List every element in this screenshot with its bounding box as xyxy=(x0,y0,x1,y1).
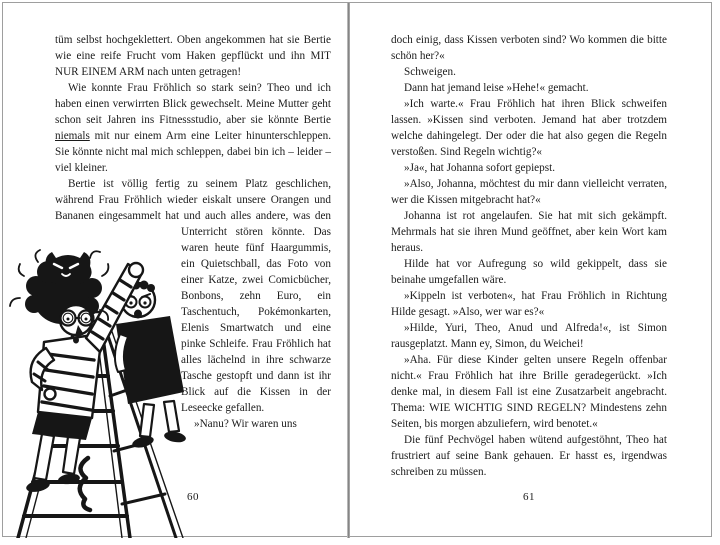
page-number-left: 60 xyxy=(187,491,199,503)
paragraph-segment: Unterricht stören könnte. Das waren heute fünf Haargummis, ein Quietschball, das Foto von einer Katze, zwei Comicbücher, Bonbons, zehn Euro, ein Taschentuch, Pokémonkarten, Elenis Smartwatch und eine pinke Schleife. Frau Fröhlich hat alles lächelnd in ihre schwarze Tasche gestopft und dann ist ihr Blick auf die Kissen in der Leseecke gefallen. xyxy=(181,226,331,414)
paragraph: »Ich warte.« Frau Fröhlich hat ihren Blick schweifen lassen. »Kissen sind verboten. Jemand hat aber trotzdem welche dahingelegt. Der oder die hat also gegen die Regeln verstoßen. Sind Regeln wichtig?« xyxy=(391,98,667,158)
right-page-text xyxy=(391,32,667,480)
paragraph: »Ja«, hat Johanna sofort gepiepst. xyxy=(404,162,555,174)
paragraph: »Aha. Für diese Kinder gelten unsere Regeln offenbar nicht.« Frau Fröhlich hat ihre Brille geradegerückt. »Ich denke mal, in diesem Fall ist eine Zusatzarbeit angebracht. Thema: WIE WICHTIG SIND REGELN? Mindestens zehn Seiten, bis morgen abzuliefern, wird benotet.« xyxy=(391,354,667,430)
paragraph-continuation: doch einig, dass Kissen verboten sind? Wo kommen die bitte schön her?« xyxy=(391,34,667,62)
paragraph: Die fünf Pechvögel haben wütend aufgestöhnt, Theo hat frustriert auf seine Bank gehauen. Er hasst es, irgendwas schreiben zu müssen. xyxy=(391,434,667,478)
underlined-word: niemals xyxy=(55,130,90,142)
paragraph-segment: Wie konnte Frau Fröhlich so stark sein? Theo und ich haben einen verwirrten Blick gewechselt. Meine Mutter geht schon seit Jahren ins Fitnessstudio, aber sie könnte Bertie xyxy=(55,82,331,126)
paragraph: »Also, Johanna, möchtest du mir dann vielleicht verraten, wer die Kissen mitgebracht hat?« xyxy=(391,178,667,206)
paragraph: Schweigen. xyxy=(404,66,456,78)
paragraph xyxy=(55,80,331,176)
paragraph: »Nanu? Wir waren uns xyxy=(194,418,297,430)
paragraph-continuation: tüm selbst hochgeklettert. Oben angekommen hat sie Bertie wie eine reife Frucht vom Haken gepflückt und ihn MIT NUR EINEM ARM nach unten getragen! xyxy=(55,34,331,78)
paragraph: Dann hat jemand leise »Hehe!« gemacht. xyxy=(404,82,589,94)
paragraph: Hilde hat vor Aufregung so wild gekippelt, dass sie beinahe umgefallen wäre. xyxy=(391,258,667,286)
paragraph: Johanna ist rot angelaufen. Sie hat mit sich gekämpft. Mehrmals hat sie ihren Mund geöffnet, aber kein Wort kam heraus. xyxy=(391,210,667,254)
paragraph-segment: Bertie ist völlig fertig zu seinem Platz geschlichen, während Frau Fröhlich wieder eiskalt unsere Orangen und Bananen eingesammelt hat und auch alles andere, was den xyxy=(55,178,331,222)
page-number-right: 61 xyxy=(523,491,535,503)
illustration-text-wrap-spacer xyxy=(55,224,181,471)
paragraph: »Hilde, Yuri, Theo, Anud und Alfreda!«, ist Simon rausgeplatzt. Mann ey, Simon, du Weichei! xyxy=(391,322,667,350)
left-page-text xyxy=(55,32,331,471)
paragraph: »Kippeln ist verboten«, hat Frau Fröhlich in Richtung Hilde gesagt. »Also, wer war es?« xyxy=(391,290,667,318)
book-spine-divider xyxy=(347,3,350,538)
paragraph xyxy=(55,176,331,416)
paragraph-segment: mit nur einem Arm eine Leiter hinunterschleppen. Sie könnte nicht mal mich schleppen, dabei bin ich – leider – viel kleiner. xyxy=(55,130,331,174)
